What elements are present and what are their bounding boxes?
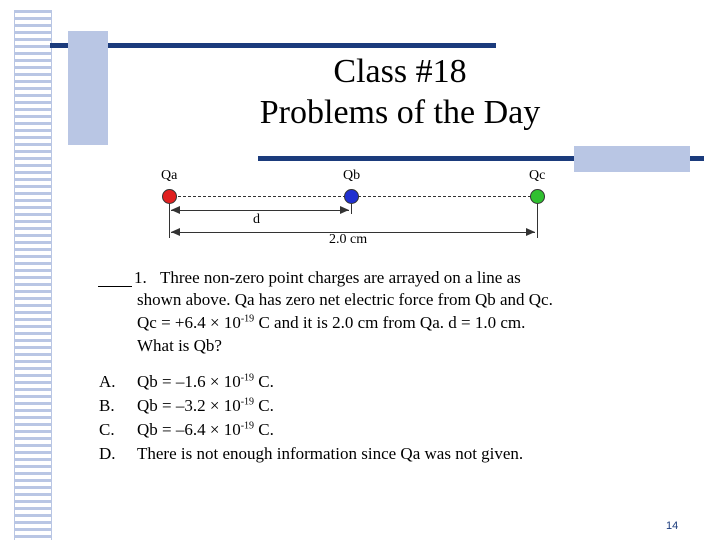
option-a-letter: A. — [99, 372, 116, 391]
option-b-pre: Qb = –3.2 × 10 — [137, 396, 241, 415]
tick-qa — [169, 204, 170, 238]
option-b-letter: B. — [99, 396, 115, 415]
tick-qb — [351, 204, 352, 214]
slide-title-line-2: Problems of the Day — [259, 94, 541, 131]
question-line-2: shown above. Qa has zero net electric force from Qb and Qc. — [137, 290, 553, 309]
page-number: 14 — [666, 520, 679, 532]
slide-title-line-1: Class #18 — [333, 53, 467, 90]
charge-qc-dot — [530, 189, 545, 204]
option-a-exp: -19 — [240, 372, 255, 384]
arrow-d — [171, 210, 349, 211]
option-a-post: C. — [254, 372, 274, 391]
question-line-1: Three non-zero point charges are arrayed on a line as — [160, 268, 521, 287]
option-b-post: C. — [254, 396, 274, 415]
option-c-post: C. — [254, 420, 274, 439]
mid-accent-square — [574, 146, 690, 172]
option-b-exp: -19 — [240, 396, 255, 408]
option-a-text — [137, 372, 274, 391]
option-a-pre: Qb = –1.6 × 10 — [137, 372, 241, 391]
question-line-3 — [137, 313, 525, 332]
option-c-pre: Qb = –6.4 × 10 — [137, 420, 241, 439]
label-distance: 2.0 cm — [329, 232, 368, 247]
question-line-4: What is Qb? — [137, 336, 222, 355]
top-accent-square — [68, 31, 108, 145]
option-c-text — [137, 420, 274, 439]
option-d-text: There is not enough information since Qa was not given. — [137, 444, 524, 463]
question-line-3-post: C and it is 2.0 cm from Qa. d = 1.0 cm. — [254, 313, 526, 332]
option-c-letter: C. — [99, 420, 115, 439]
left-decorative-strip — [14, 10, 52, 540]
label-qb: Qb — [343, 168, 361, 183]
question-line-3-exp: -19 — [240, 313, 255, 325]
option-d-letter: D. — [99, 444, 116, 463]
question-number: 1. — [134, 268, 147, 287]
label-qc: Qc — [529, 168, 546, 183]
label-d: d — [253, 212, 260, 227]
option-c-exp: -19 — [240, 420, 255, 432]
option-b-text — [137, 396, 274, 415]
tick-qc — [537, 204, 538, 238]
label-qa: Qa — [161, 168, 178, 183]
charge-qb-dot — [344, 189, 359, 204]
top-accent-vertical — [68, 31, 108, 35]
top-accent-bar — [50, 43, 496, 48]
answer-blank — [98, 286, 132, 287]
charge-qa-dot — [162, 189, 177, 204]
question-line-3-pre: Qc = +6.4 × 10 — [137, 313, 241, 332]
